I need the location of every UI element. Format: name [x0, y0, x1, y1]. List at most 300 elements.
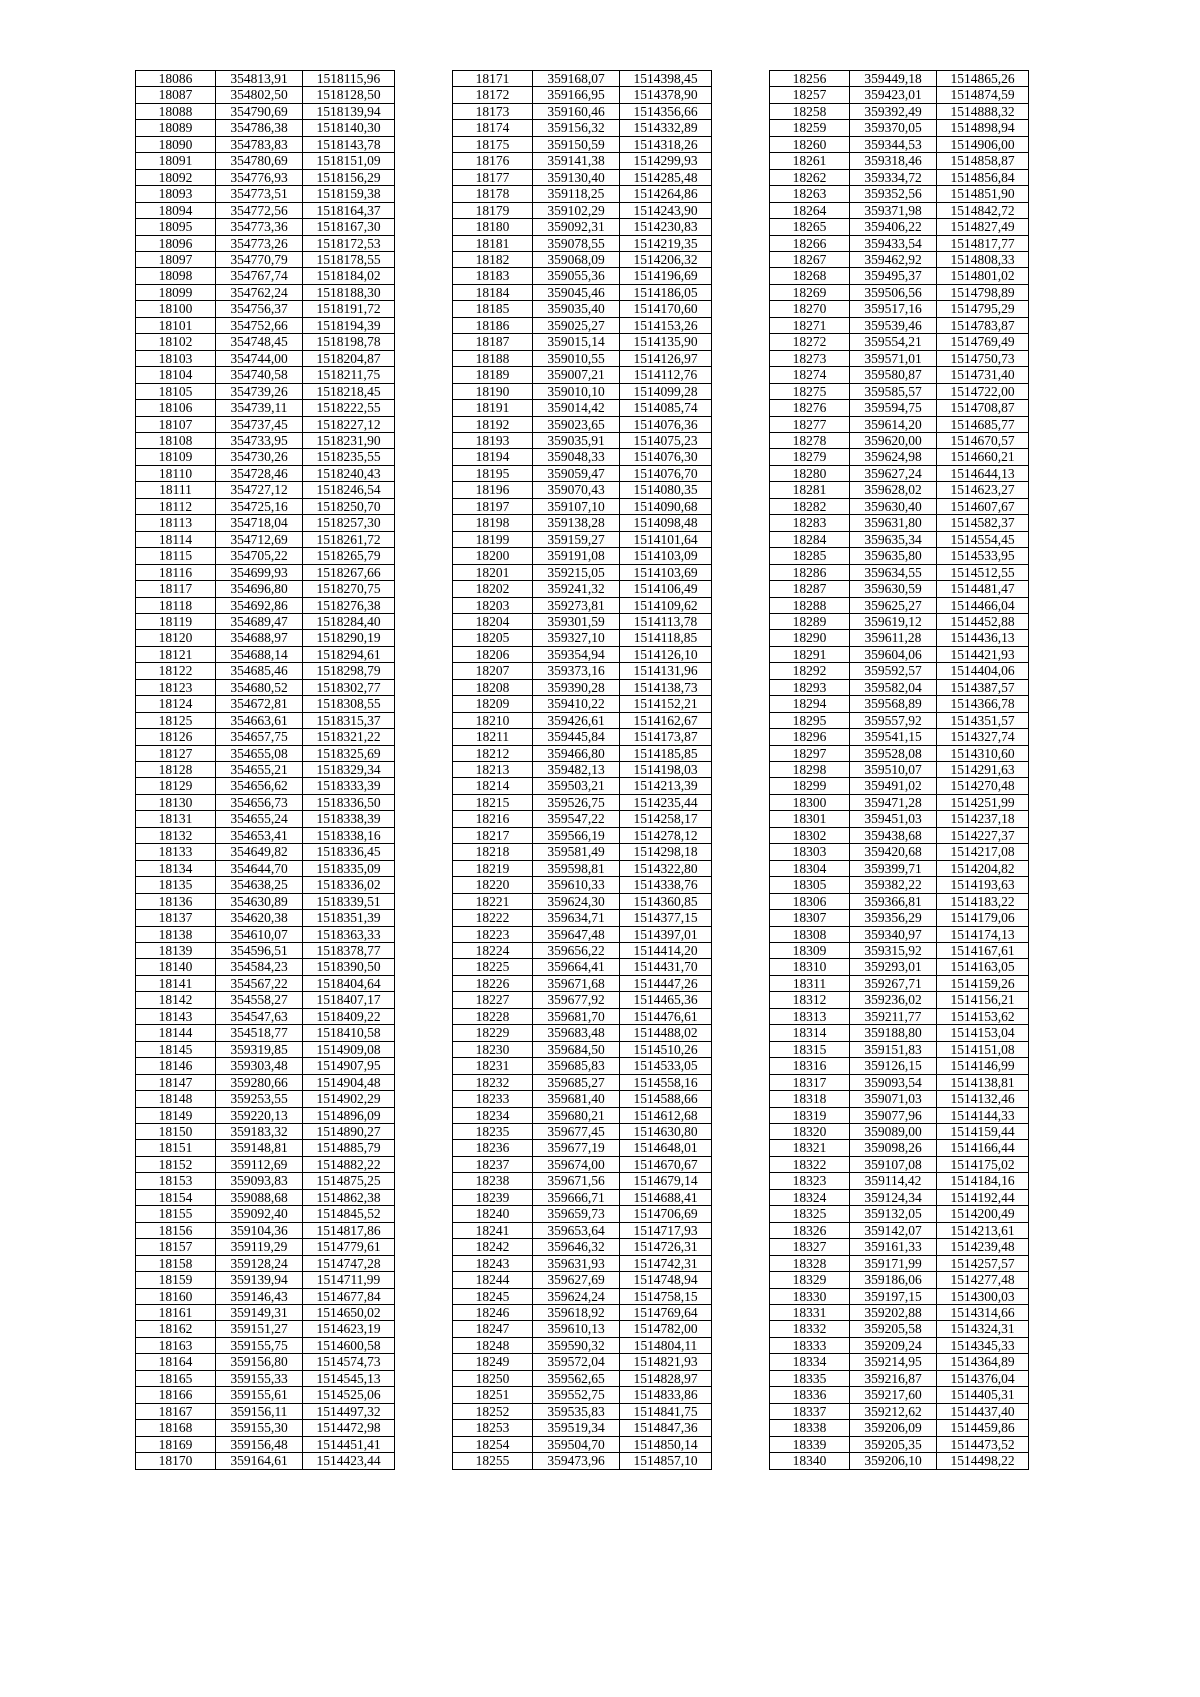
x-coordinate-cell: 354802,50 — [216, 87, 303, 103]
x-coordinate-cell: 354762,24 — [216, 284, 303, 300]
y-coordinate-cell: 1514907,95 — [303, 1058, 395, 1074]
y-coordinate-cell: 1514322,80 — [620, 860, 712, 876]
table-row — [136, 1107, 395, 1123]
point-number-cell: 18171 — [453, 71, 533, 87]
x-coordinate-cell: 359620,00 — [850, 432, 937, 448]
x-coordinate-cell: 359048,33 — [533, 449, 620, 465]
x-coordinate-cell: 359526,75 — [533, 794, 620, 810]
point-number-cell: 18269 — [770, 284, 850, 300]
y-coordinate-cell: 1514421,93 — [937, 646, 1029, 662]
table-row — [770, 1321, 1029, 1337]
x-coordinate-cell: 359462,92 — [850, 251, 937, 267]
point-number-cell: 18224 — [453, 943, 533, 959]
point-number-cell: 18138 — [136, 926, 216, 942]
point-number-cell: 18273 — [770, 350, 850, 366]
y-coordinate-cell: 1518240,43 — [303, 465, 395, 481]
y-coordinate-cell: 1518336,02 — [303, 877, 395, 893]
y-coordinate-cell: 1514138,81 — [937, 1074, 1029, 1090]
y-coordinate-cell: 1514888,32 — [937, 103, 1029, 119]
y-coordinate-cell: 1518164,37 — [303, 202, 395, 218]
x-coordinate-cell: 359592,57 — [850, 663, 937, 679]
table-row — [453, 284, 712, 300]
x-coordinate-cell: 359582,04 — [850, 679, 937, 695]
y-coordinate-cell: 1514607,67 — [937, 498, 1029, 514]
table-row — [136, 597, 395, 613]
y-coordinate-cell: 1514679,14 — [620, 1173, 712, 1189]
x-coordinate-cell: 359482,13 — [533, 762, 620, 778]
table-row — [770, 531, 1029, 547]
table-row — [770, 202, 1029, 218]
table-row — [453, 1140, 712, 1156]
point-number-cell: 18317 — [770, 1074, 850, 1090]
table-row — [136, 926, 395, 942]
table-row — [453, 811, 712, 827]
table-row — [136, 1453, 395, 1469]
x-coordinate-cell: 359141,38 — [533, 153, 620, 169]
point-number-cell: 18328 — [770, 1255, 850, 1271]
x-coordinate-cell: 359209,24 — [850, 1337, 937, 1353]
x-coordinate-cell: 359571,01 — [850, 350, 937, 366]
point-number-cell: 18293 — [770, 679, 850, 695]
x-coordinate-cell: 359406,22 — [850, 219, 937, 235]
table-row — [136, 284, 395, 300]
table-row — [770, 219, 1029, 235]
point-number-cell: 18142 — [136, 992, 216, 1008]
table-row — [136, 1074, 395, 1090]
table-row — [453, 87, 712, 103]
x-coordinate-cell: 359236,02 — [850, 992, 937, 1008]
table-row — [136, 153, 395, 169]
table-row — [453, 383, 712, 399]
y-coordinate-cell: 1514351,57 — [937, 712, 1029, 728]
y-coordinate-cell: 1514798,89 — [937, 284, 1029, 300]
point-number-cell: 18127 — [136, 745, 216, 761]
x-coordinate-cell: 359519,34 — [533, 1420, 620, 1436]
table-row — [453, 827, 712, 843]
point-number-cell: 18339 — [770, 1436, 850, 1452]
table-row — [770, 1420, 1029, 1436]
y-coordinate-cell: 1514376,04 — [937, 1370, 1029, 1386]
y-coordinate-cell: 1514397,01 — [620, 926, 712, 942]
x-coordinate-cell: 354692,86 — [216, 597, 303, 613]
y-coordinate-cell: 1514885,79 — [303, 1140, 395, 1156]
x-coordinate-cell: 359656,22 — [533, 943, 620, 959]
point-number-cell: 18225 — [453, 959, 533, 975]
x-coordinate-cell: 359318,46 — [850, 153, 937, 169]
point-number-cell: 18167 — [136, 1403, 216, 1419]
point-number-cell: 18176 — [453, 153, 533, 169]
y-coordinate-cell: 1514243,90 — [620, 202, 712, 218]
point-number-cell: 18221 — [453, 893, 533, 909]
point-number-cell: 18158 — [136, 1255, 216, 1271]
x-coordinate-cell: 359126,15 — [850, 1058, 937, 1074]
table-row — [136, 1025, 395, 1041]
point-number-cell: 18244 — [453, 1272, 533, 1288]
y-coordinate-cell: 1514126,10 — [620, 646, 712, 662]
y-coordinate-cell: 1518211,75 — [303, 367, 395, 383]
y-coordinate-cell: 1514173,87 — [620, 729, 712, 745]
y-coordinate-cell: 1518335,09 — [303, 860, 395, 876]
point-number-cell: 18106 — [136, 400, 216, 416]
table-row — [770, 1436, 1029, 1452]
y-coordinate-cell: 1518167,30 — [303, 219, 395, 235]
x-coordinate-cell: 359539,46 — [850, 317, 937, 333]
y-coordinate-cell: 1514554,45 — [937, 531, 1029, 547]
y-coordinate-cell: 1514162,67 — [620, 712, 712, 728]
x-coordinate-cell: 359010,55 — [533, 350, 620, 366]
x-coordinate-cell: 359392,49 — [850, 103, 937, 119]
x-coordinate-cell: 354638,25 — [216, 877, 303, 893]
y-coordinate-cell: 1514850,14 — [620, 1436, 712, 1452]
y-coordinate-cell: 1514264,86 — [620, 186, 712, 202]
x-coordinate-cell: 359646,32 — [533, 1239, 620, 1255]
table-row — [453, 1124, 712, 1140]
y-coordinate-cell: 1514184,16 — [937, 1173, 1029, 1189]
table-row — [770, 1041, 1029, 1057]
table-row — [770, 1403, 1029, 1419]
table-row — [770, 1074, 1029, 1090]
point-number-cell: 18213 — [453, 762, 533, 778]
table-row — [136, 1091, 395, 1107]
table-row — [770, 432, 1029, 448]
x-coordinate-cell: 359025,27 — [533, 317, 620, 333]
y-coordinate-cell: 1514239,48 — [937, 1239, 1029, 1255]
x-coordinate-cell: 359070,43 — [533, 482, 620, 498]
point-number-cell: 18243 — [453, 1255, 533, 1271]
y-coordinate-cell: 1514747,28 — [303, 1255, 395, 1271]
table-row — [136, 235, 395, 251]
point-number-cell: 18095 — [136, 219, 216, 235]
table-row — [770, 334, 1029, 350]
table-row — [770, 943, 1029, 959]
y-coordinate-cell: 1514858,87 — [937, 153, 1029, 169]
point-number-cell: 18182 — [453, 251, 533, 267]
table-row — [453, 317, 712, 333]
y-coordinate-cell: 1514906,00 — [937, 136, 1029, 152]
table-row — [770, 235, 1029, 251]
table-row — [453, 301, 712, 317]
point-number-cell: 18282 — [770, 498, 850, 514]
point-number-cell: 18252 — [453, 1403, 533, 1419]
y-coordinate-cell: 1514782,00 — [620, 1321, 712, 1337]
x-coordinate-cell: 359045,46 — [533, 284, 620, 300]
x-coordinate-cell: 359010,10 — [533, 383, 620, 399]
x-coordinate-cell: 354773,26 — [216, 235, 303, 251]
y-coordinate-cell: 1514377,15 — [620, 910, 712, 926]
point-number-cell: 18295 — [770, 712, 850, 728]
y-coordinate-cell: 1514159,26 — [937, 975, 1029, 991]
table-row — [453, 1041, 712, 1057]
y-coordinate-cell: 1518302,77 — [303, 679, 395, 695]
y-coordinate-cell: 1514845,52 — [303, 1206, 395, 1222]
table-row — [453, 663, 712, 679]
x-coordinate-cell: 359088,68 — [216, 1189, 303, 1205]
table-row — [136, 169, 395, 185]
point-number-cell: 18334 — [770, 1354, 850, 1370]
y-coordinate-cell: 1518284,40 — [303, 613, 395, 629]
y-coordinate-cell: 1518115,96 — [303, 71, 395, 87]
table-row — [136, 202, 395, 218]
y-coordinate-cell: 1514356,66 — [620, 103, 712, 119]
y-coordinate-cell: 1514076,70 — [620, 465, 712, 481]
y-coordinate-cell: 1518184,02 — [303, 268, 395, 284]
table-row — [453, 1403, 712, 1419]
x-coordinate-cell: 354740,58 — [216, 367, 303, 383]
point-number-cell: 18191 — [453, 400, 533, 416]
table-row — [136, 1124, 395, 1140]
y-coordinate-cell: 1514332,89 — [620, 120, 712, 136]
x-coordinate-cell: 359547,22 — [533, 811, 620, 827]
x-coordinate-cell: 359671,56 — [533, 1173, 620, 1189]
y-coordinate-cell: 1514748,94 — [620, 1272, 712, 1288]
y-coordinate-cell: 1514196,69 — [620, 268, 712, 284]
table-row — [136, 350, 395, 366]
table-row — [770, 251, 1029, 267]
table-row — [770, 646, 1029, 662]
y-coordinate-cell: 1514106,49 — [620, 581, 712, 597]
y-coordinate-cell: 1514206,32 — [620, 251, 712, 267]
point-number-cell: 18139 — [136, 943, 216, 959]
y-coordinate-cell: 1514258,17 — [620, 811, 712, 827]
x-coordinate-cell: 359214,95 — [850, 1354, 937, 1370]
x-coordinate-cell: 354728,46 — [216, 465, 303, 481]
y-coordinate-cell: 1514298,18 — [620, 844, 712, 860]
table-row — [770, 992, 1029, 1008]
table-row — [453, 1091, 712, 1107]
point-number-cell: 18264 — [770, 202, 850, 218]
point-number-cell: 18242 — [453, 1239, 533, 1255]
point-number-cell: 18230 — [453, 1041, 533, 1057]
point-number-cell: 18116 — [136, 564, 216, 580]
y-coordinate-cell: 1514235,44 — [620, 794, 712, 810]
x-coordinate-cell: 359315,92 — [850, 943, 937, 959]
point-number-cell: 18091 — [136, 153, 216, 169]
point-number-cell: 18188 — [453, 350, 533, 366]
point-number-cell: 18103 — [136, 350, 216, 366]
x-coordinate-cell: 359653,64 — [533, 1222, 620, 1238]
point-number-cell: 18190 — [453, 383, 533, 399]
point-number-cell: 18137 — [136, 910, 216, 926]
y-coordinate-cell: 1514731,40 — [937, 367, 1029, 383]
y-coordinate-cell: 1514135,90 — [620, 334, 712, 350]
point-number-cell: 18189 — [453, 367, 533, 383]
point-number-cell: 18216 — [453, 811, 533, 827]
point-number-cell: 18210 — [453, 712, 533, 728]
table-row — [453, 1189, 712, 1205]
x-coordinate-cell: 359627,24 — [850, 465, 937, 481]
table-row — [453, 515, 712, 531]
y-coordinate-cell: 1514644,13 — [937, 465, 1029, 481]
x-coordinate-cell: 359164,61 — [216, 1453, 303, 1469]
x-coordinate-cell: 359635,34 — [850, 531, 937, 547]
x-coordinate-cell: 354733,95 — [216, 432, 303, 448]
x-coordinate-cell: 359150,59 — [533, 136, 620, 152]
x-coordinate-cell: 359445,84 — [533, 729, 620, 745]
x-coordinate-cell: 359677,19 — [533, 1140, 620, 1156]
x-coordinate-cell: 359610,33 — [533, 877, 620, 893]
y-coordinate-cell: 1514345,33 — [937, 1337, 1029, 1353]
point-number-cell: 18262 — [770, 169, 850, 185]
x-coordinate-cell: 359118,25 — [533, 186, 620, 202]
point-number-cell: 18208 — [453, 679, 533, 695]
point-number-cell: 18217 — [453, 827, 533, 843]
table-row — [770, 827, 1029, 843]
x-coordinate-cell: 359168,07 — [533, 71, 620, 87]
x-coordinate-cell: 359205,35 — [850, 1436, 937, 1452]
point-number-cell: 18270 — [770, 301, 850, 317]
y-coordinate-cell: 1518198,78 — [303, 334, 395, 350]
y-coordinate-cell: 1518151,09 — [303, 153, 395, 169]
x-coordinate-cell: 359373,16 — [533, 663, 620, 679]
y-coordinate-cell: 1514366,78 — [937, 696, 1029, 712]
point-number-cell: 18186 — [453, 317, 533, 333]
y-coordinate-cell: 1514151,08 — [937, 1041, 1029, 1057]
point-number-cell: 18335 — [770, 1370, 850, 1386]
x-coordinate-cell: 359590,32 — [533, 1337, 620, 1353]
x-coordinate-cell: 359142,07 — [850, 1222, 937, 1238]
table-row — [453, 235, 712, 251]
point-number-cell: 18124 — [136, 696, 216, 712]
x-coordinate-cell: 354610,07 — [216, 926, 303, 942]
table-row — [770, 1058, 1029, 1074]
y-coordinate-cell: 1514144,33 — [937, 1107, 1029, 1123]
x-coordinate-cell: 359356,29 — [850, 910, 937, 926]
x-coordinate-cell: 359146,43 — [216, 1288, 303, 1304]
y-coordinate-cell: 1514080,35 — [620, 482, 712, 498]
x-coordinate-cell: 359132,05 — [850, 1206, 937, 1222]
y-coordinate-cell: 1514808,33 — [937, 251, 1029, 267]
table-row — [136, 1337, 395, 1353]
table-row — [136, 1370, 395, 1386]
y-coordinate-cell: 1518188,30 — [303, 284, 395, 300]
point-number-cell: 18183 — [453, 268, 533, 284]
table-row — [770, 482, 1029, 498]
x-coordinate-cell: 359114,42 — [850, 1173, 937, 1189]
point-number-cell: 18181 — [453, 235, 533, 251]
x-coordinate-cell: 359631,93 — [533, 1255, 620, 1271]
y-coordinate-cell: 1514200,49 — [937, 1206, 1029, 1222]
x-coordinate-cell: 359451,03 — [850, 811, 937, 827]
table-row — [453, 597, 712, 613]
point-number-cell: 18200 — [453, 548, 533, 564]
x-coordinate-cell: 359568,89 — [850, 696, 937, 712]
point-number-cell: 18122 — [136, 663, 216, 679]
y-coordinate-cell: 1514179,06 — [937, 910, 1029, 926]
table-row — [453, 153, 712, 169]
point-number-cell: 18157 — [136, 1239, 216, 1255]
y-coordinate-cell: 1514533,05 — [620, 1058, 712, 1074]
point-number-cell: 18207 — [453, 663, 533, 679]
y-coordinate-cell: 1514324,31 — [937, 1321, 1029, 1337]
point-number-cell: 18175 — [453, 136, 533, 152]
y-coordinate-cell: 1514670,57 — [937, 432, 1029, 448]
y-coordinate-cell: 1514230,83 — [620, 219, 712, 235]
y-coordinate-cell: 1518257,30 — [303, 515, 395, 531]
x-coordinate-cell: 354620,38 — [216, 910, 303, 926]
table-row — [770, 515, 1029, 531]
point-number-cell: 18322 — [770, 1156, 850, 1172]
y-coordinate-cell: 1514898,94 — [937, 120, 1029, 136]
x-coordinate-cell: 354630,89 — [216, 893, 303, 909]
y-coordinate-cell: 1514318,26 — [620, 136, 712, 152]
table-row — [770, 1304, 1029, 1320]
table-row — [453, 531, 712, 547]
point-number-cell: 18111 — [136, 482, 216, 498]
table-row — [770, 1173, 1029, 1189]
x-coordinate-cell: 359155,30 — [216, 1420, 303, 1436]
table-row — [770, 1124, 1029, 1140]
point-number-cell: 18107 — [136, 416, 216, 432]
table-row — [770, 975, 1029, 991]
x-coordinate-cell: 359598,81 — [533, 860, 620, 876]
point-number-cell: 18202 — [453, 581, 533, 597]
y-coordinate-cell: 1514758,15 — [620, 1288, 712, 1304]
y-coordinate-cell: 1514875,25 — [303, 1173, 395, 1189]
point-number-cell: 18241 — [453, 1222, 533, 1238]
y-coordinate-cell: 1514167,61 — [937, 943, 1029, 959]
x-coordinate-cell: 359535,83 — [533, 1403, 620, 1419]
y-coordinate-cell: 1518267,66 — [303, 564, 395, 580]
point-number-cell: 18166 — [136, 1387, 216, 1403]
y-coordinate-cell: 1514186,05 — [620, 284, 712, 300]
x-coordinate-cell: 359611,28 — [850, 630, 937, 646]
x-coordinate-cell: 359138,28 — [533, 515, 620, 531]
point-number-cell: 18147 — [136, 1074, 216, 1090]
table-row — [453, 1008, 712, 1024]
x-coordinate-cell: 354773,36 — [216, 219, 303, 235]
y-coordinate-cell: 1514842,72 — [937, 202, 1029, 218]
x-coordinate-cell: 354739,26 — [216, 383, 303, 399]
table-row — [770, 1288, 1029, 1304]
table-row — [136, 1140, 395, 1156]
point-number-cell: 18163 — [136, 1337, 216, 1353]
point-number-cell: 18128 — [136, 762, 216, 778]
table-row — [453, 844, 712, 860]
x-coordinate-cell: 354744,00 — [216, 350, 303, 366]
y-coordinate-cell: 1514896,09 — [303, 1107, 395, 1123]
x-coordinate-cell: 359151,83 — [850, 1041, 937, 1057]
table-row — [136, 564, 395, 580]
table-row — [136, 432, 395, 448]
point-number-cell: 18338 — [770, 1420, 850, 1436]
x-coordinate-cell: 359148,81 — [216, 1140, 303, 1156]
point-number-cell: 18214 — [453, 778, 533, 794]
y-coordinate-cell: 1514685,77 — [937, 416, 1029, 432]
table-row — [136, 1387, 395, 1403]
x-coordinate-cell: 359627,69 — [533, 1272, 620, 1288]
point-number-cell: 18218 — [453, 844, 533, 860]
point-number-cell: 18089 — [136, 120, 216, 136]
point-number-cell: 18253 — [453, 1420, 533, 1436]
point-number-cell: 18229 — [453, 1025, 533, 1041]
x-coordinate-cell: 359156,32 — [533, 120, 620, 136]
table-row — [136, 301, 395, 317]
table-row — [770, 1222, 1029, 1238]
point-number-cell: 18223 — [453, 926, 533, 942]
point-number-cell: 18303 — [770, 844, 850, 860]
point-number-cell: 18302 — [770, 827, 850, 843]
table-row — [770, 317, 1029, 333]
table-row — [453, 1354, 712, 1370]
table-row — [453, 103, 712, 119]
y-coordinate-cell: 1514227,37 — [937, 827, 1029, 843]
y-coordinate-cell: 1514817,77 — [937, 235, 1029, 251]
table-row — [136, 367, 395, 383]
point-number-cell: 18088 — [136, 103, 216, 119]
x-coordinate-cell: 359624,24 — [533, 1288, 620, 1304]
y-coordinate-cell: 1514112,76 — [620, 367, 712, 383]
point-number-cell: 18238 — [453, 1173, 533, 1189]
